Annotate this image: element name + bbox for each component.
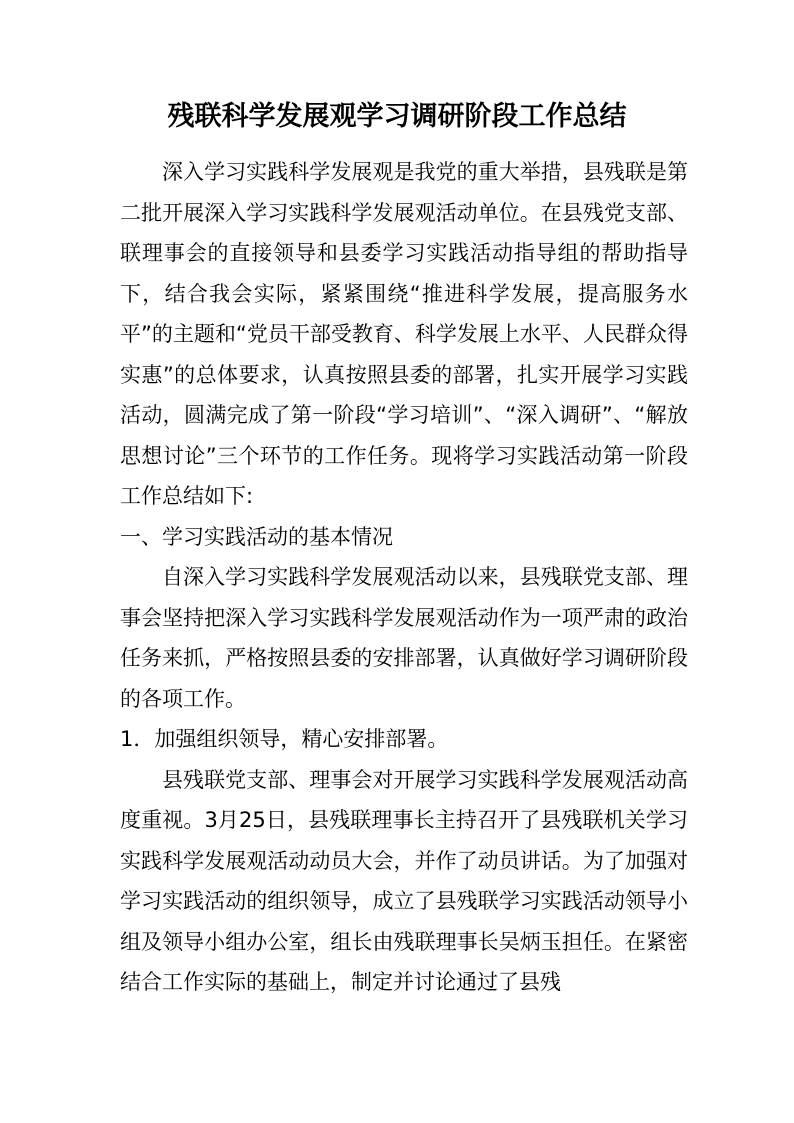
intro-paragraph: 深入学习实践科学发展观是我党的重大举措，县残联是第二批开展深入学习实践科学发展观活动单位。在县残党支部、联理事会的直接领导和县委学习实践活动指导组的帮助指导下，结合我会实际，紧紧围绕“推进科学发展，提高服务水平”的主题和“党员干部受教育、科学发展上水平、人民群众得实惠”的总体要求，认真按照县委的部署，扎实开展学习实践活动，圆满完成了第一阶段“学习培训”、“深入调研”、“解放思想讨论”三个环节的工作任务。现将学习实践活动第一阶段工作总结如下: [120,160,688,508]
subsection-heading: 1．加强组织领导，精心安排部署。 [120,727,449,751]
document-title: 残联科学发展观学习调研阶段工作总结 [167,101,627,132]
section-heading: 一、学习实践活动的基本情况 [120,524,393,549]
document-body [120,152,688,1003]
subsection-paragraph: 县残联党支部、理事会对开展学习实践科学发展观活动高度重视。3月25日，县残联理事长主持召开了县残联机关学习实践科学发展观活动动员大会，并作了动员讲话。为了加强对学习实践活动的组织领导，成立了县残联学习实践活动领导小组及领导小组办公室，组长由残联理事长吴炳玉担任。在紧密结合工作实际的基础上，制定并讨论通过了县残 [120,767,688,994]
section-paragraph: 自深入学习实践科学发展观活动以来，县残联党支部、理事会坚持把深入学习实践科学发展观活动作为一项严肃的政治任务来抓，严格按照县委的安排部署，认真做好学习调研阶段的各项工作。 [120,565,688,711]
